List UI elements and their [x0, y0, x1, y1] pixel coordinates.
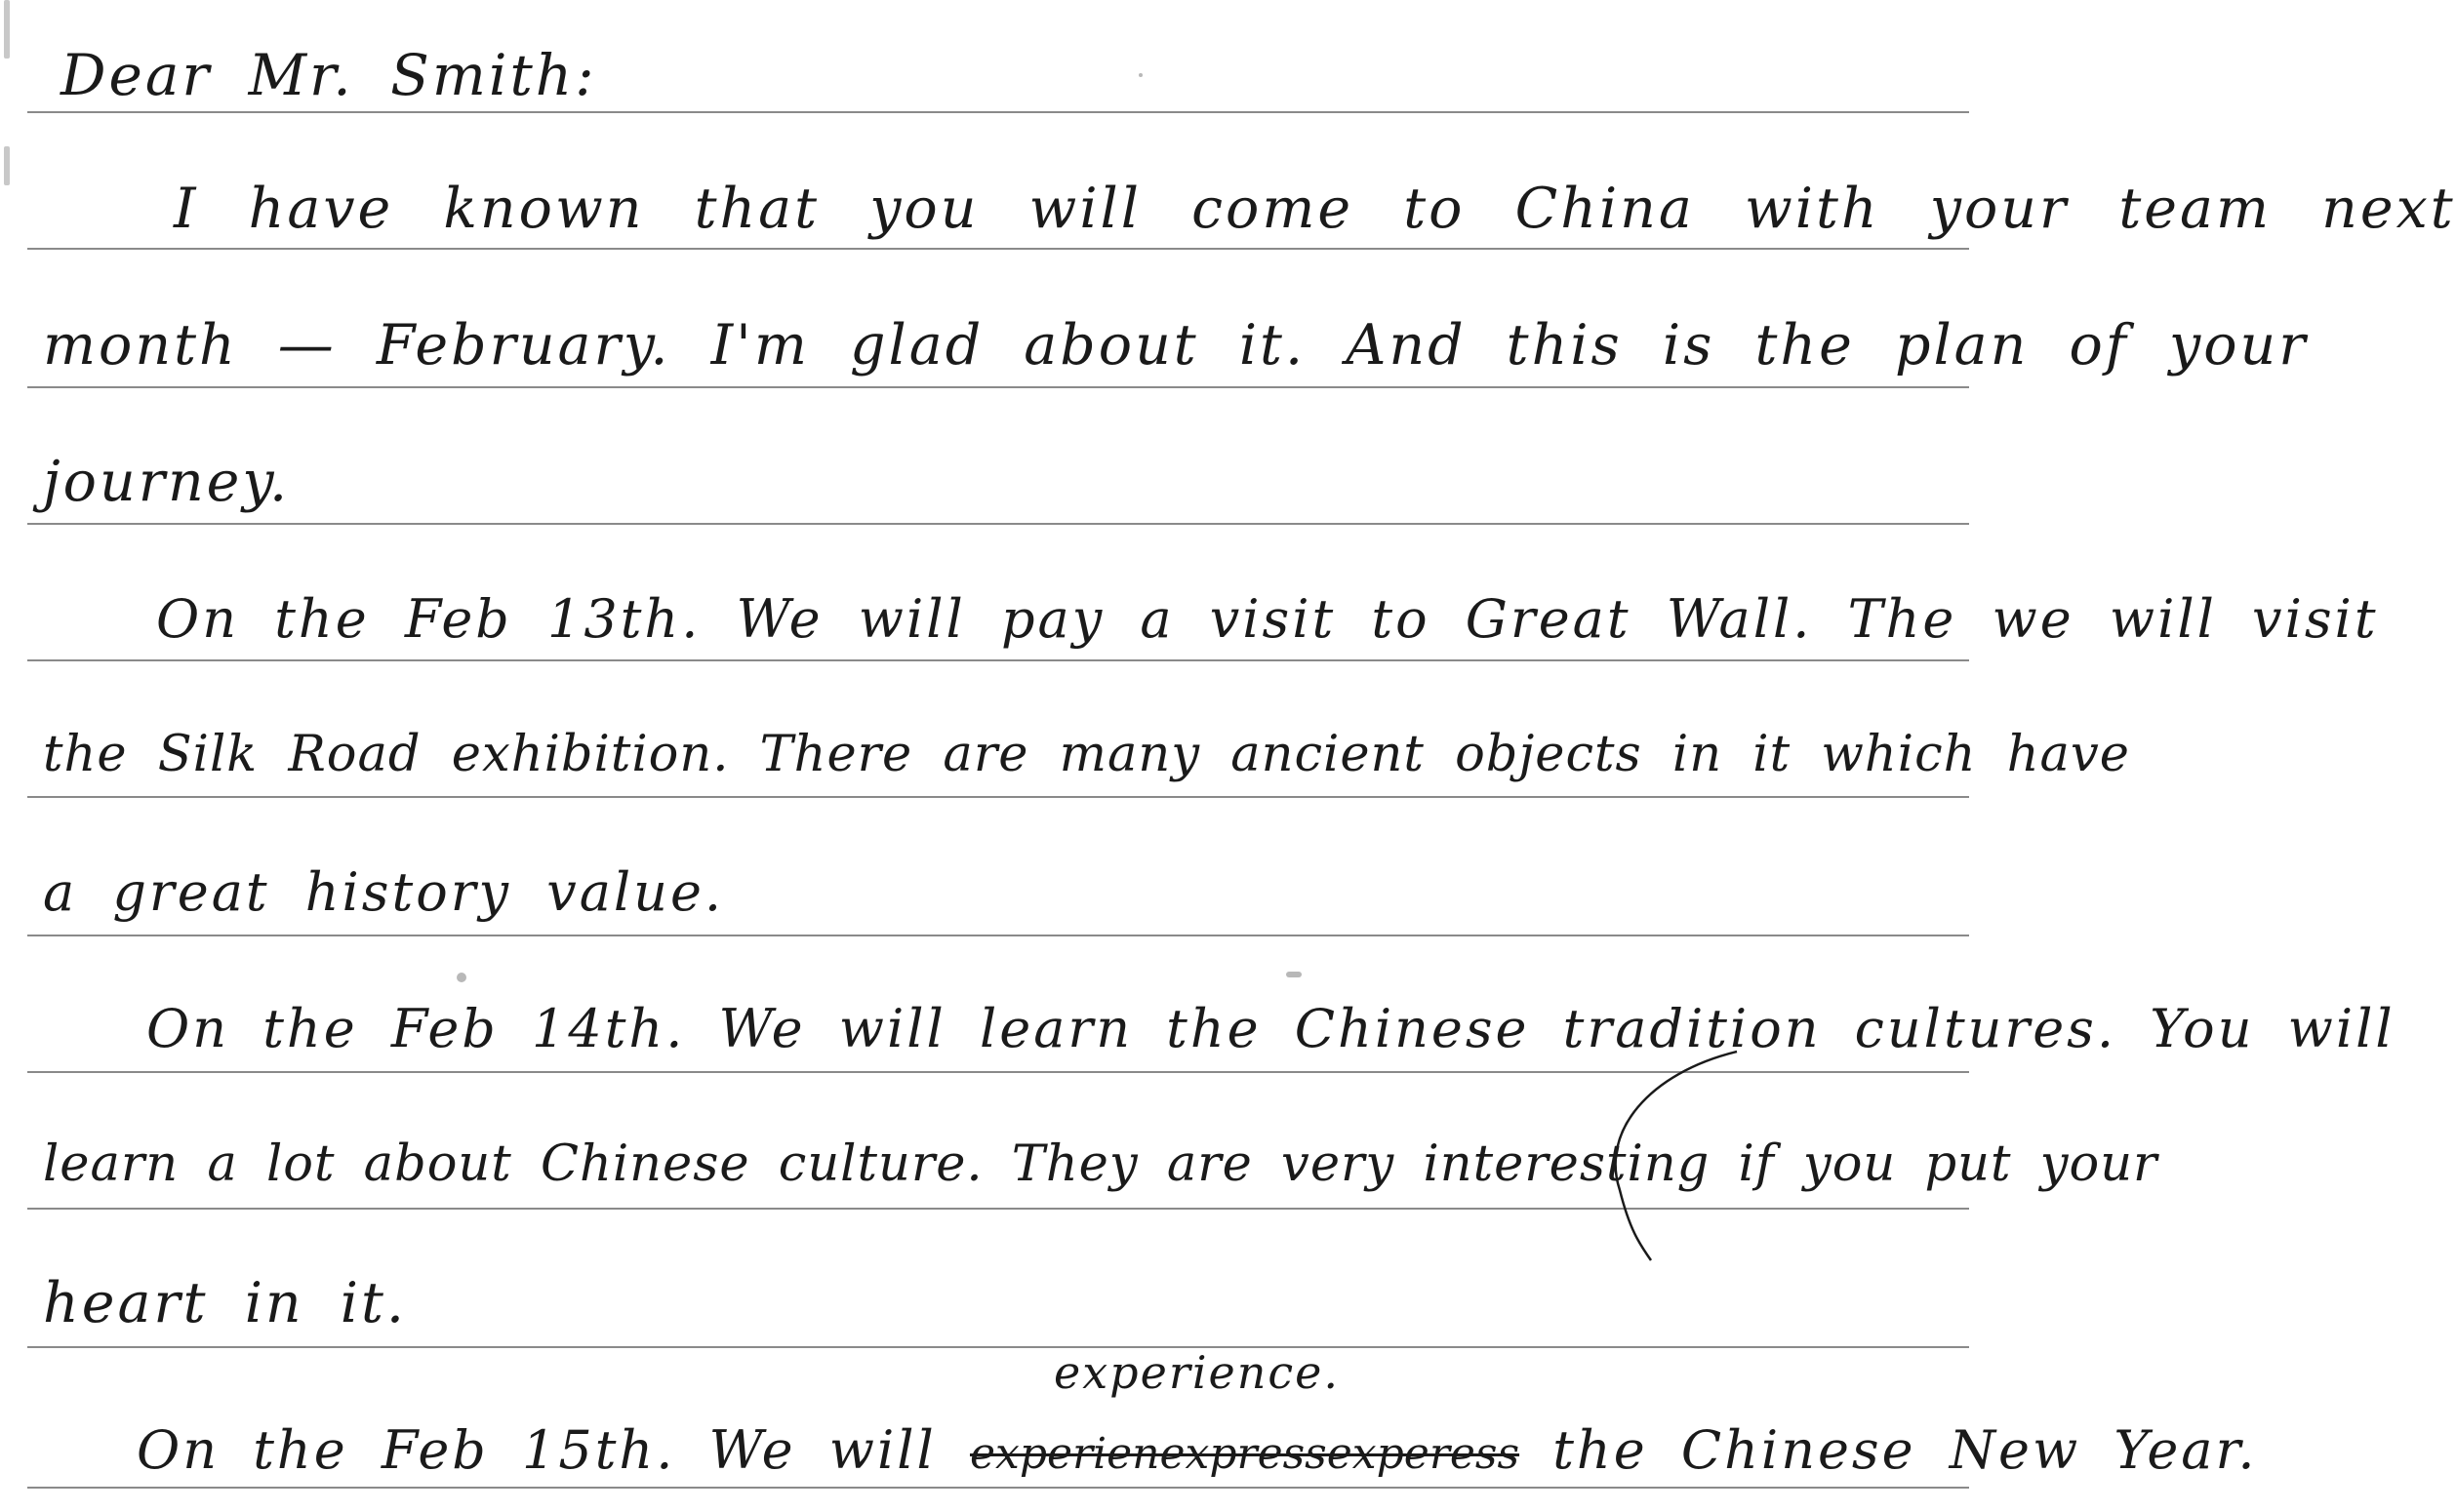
ruled-line	[27, 935, 1969, 936]
letter-line: journey.	[43, 450, 291, 514]
letter-line: a great history value.	[43, 861, 725, 923]
ruled-line	[27, 248, 1969, 250]
ruled-line	[27, 111, 1969, 113]
inserted-word: experience.	[1054, 1346, 1340, 1399]
ruled-line	[27, 659, 1969, 661]
insertion-caret-mark	[1561, 1044, 1756, 1278]
ruled-line	[27, 1346, 1969, 1348]
letter-line: learn a lot about Chinese culture. They are very interesting if you put your	[43, 1135, 2158, 1193]
page-edge-mark	[4, 146, 10, 185]
ruled-line	[27, 523, 1969, 525]
page-edge-mark	[4, 0, 10, 59]
ruled-line	[27, 796, 1969, 798]
letter-line-start: On the Feb 15th. We will	[137, 1419, 937, 1481]
ruled-line	[27, 1487, 1969, 1489]
letter-line: heart in it.	[43, 1271, 408, 1335]
letter-line: month — February. I'm glad about it. And this is the plan of your	[43, 313, 2309, 378]
scan-speck	[1139, 73, 1143, 77]
ruled-line	[27, 386, 1969, 388]
scan-speck	[1286, 972, 1302, 977]
crossed-out-word: experienexpressexperess	[969, 1429, 1520, 1479]
letter-line: the Silk Road exhibition. There are many ancient objects in it which have	[43, 726, 2130, 783]
scan-speck	[457, 973, 466, 982]
letter-line: On the Feb 14th. We will learn the Chinese tradition cultures. You will	[146, 998, 2396, 1059]
letter-line: I have known that you will come to China with your team next	[174, 177, 2456, 241]
letter-greeting: Dear Mr. Smith:	[60, 42, 597, 108]
letter-line-end: the Chinese New Year.	[1552, 1419, 2258, 1481]
letter-line: On the Feb 13th. We will pay a visit to Great Wall. The we will visit	[156, 588, 2379, 650]
letter-line	[137, 1419, 2258, 1481]
